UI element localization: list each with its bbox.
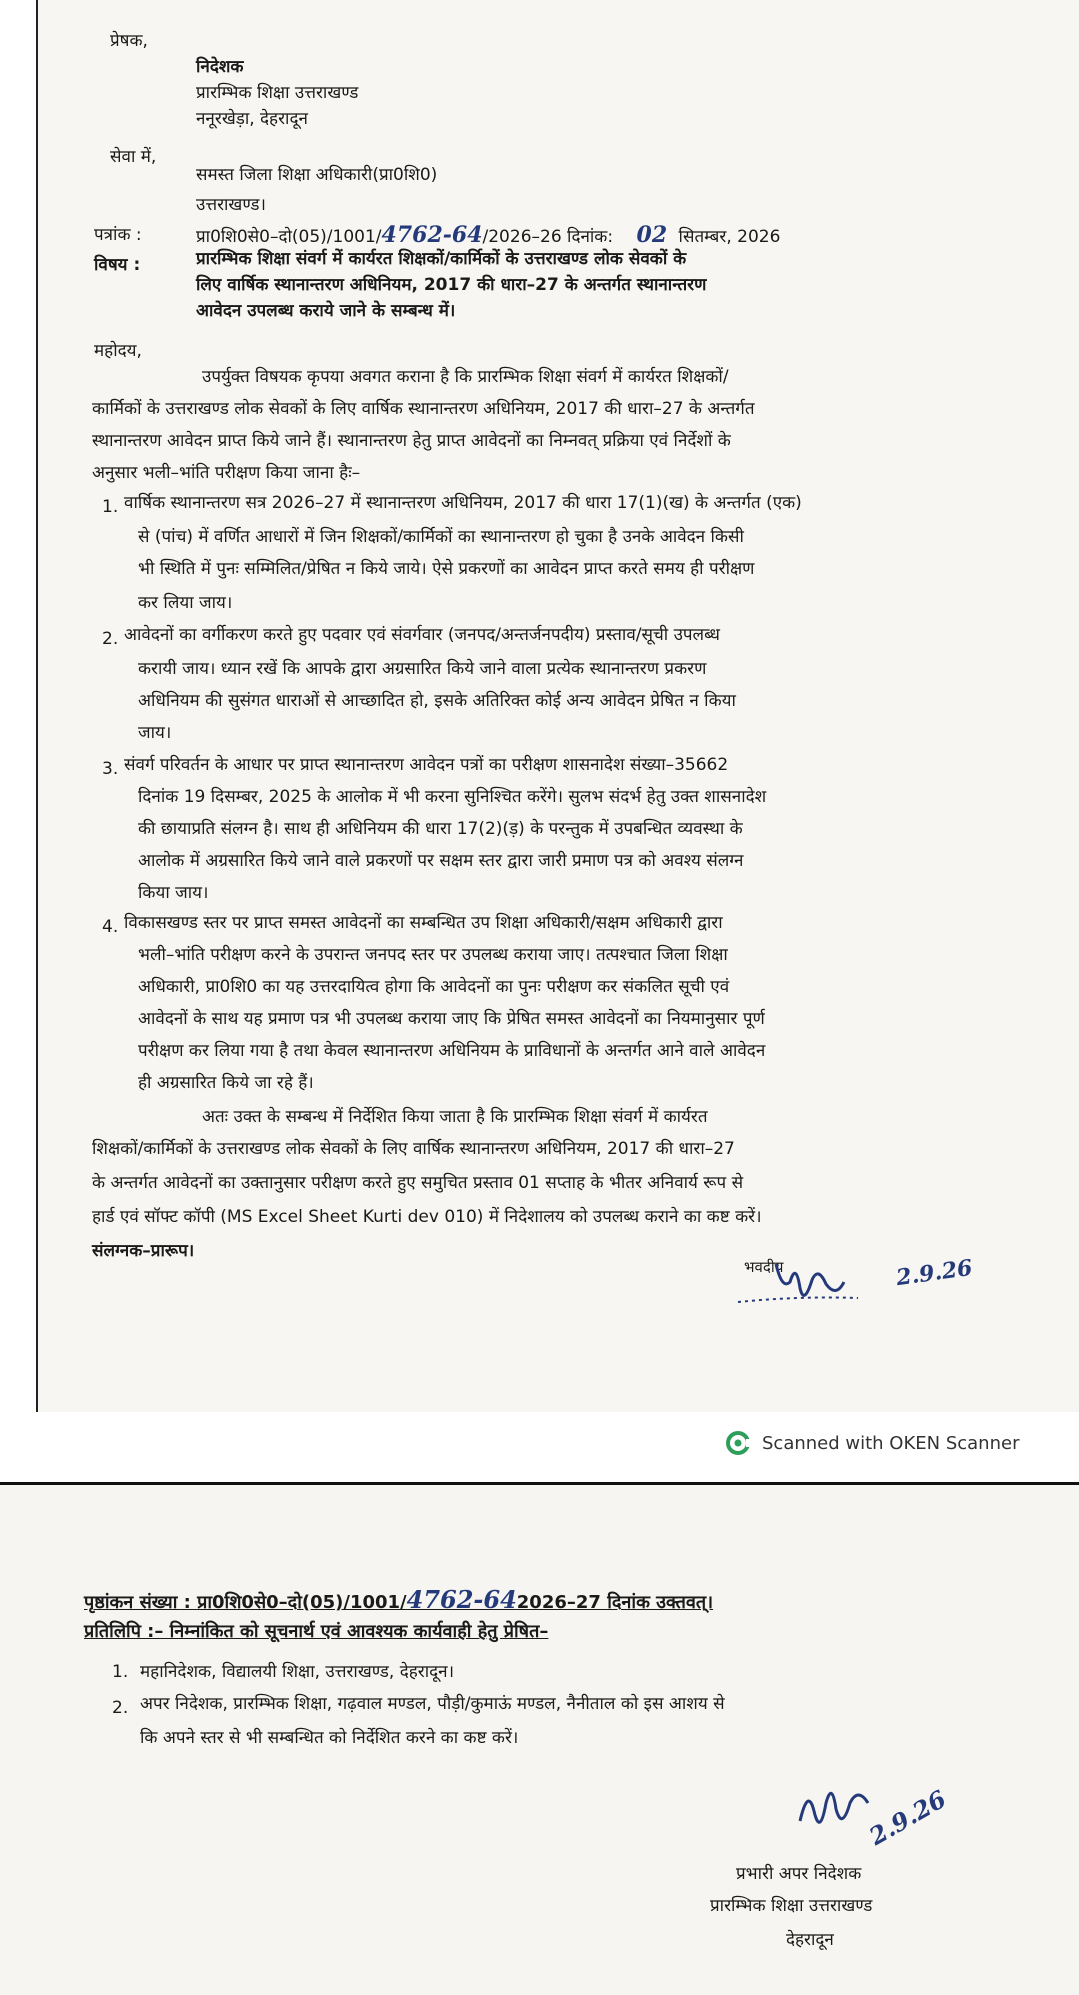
endorsement-line (84, 1585, 714, 1614)
endorsement-handwritten: 4762-64 (406, 1585, 517, 1614)
sender-line-2: प्रारम्भिक शिक्षा उत्तराखण्ड (196, 83, 359, 103)
page2-signature-date-handwritten: 2.9.26 (864, 1784, 951, 1852)
copy-1-number: 1. (112, 1662, 129, 1682)
sender-line-1: निदेशक (196, 57, 244, 77)
endorsement-suffix: 2026–27 दिनांक उक्तवत्। (516, 1592, 714, 1613)
to-line-2: उत्तराखण्ड। (196, 195, 266, 215)
point-3-line-5: किया जाय। (138, 883, 209, 903)
point-1-line-2: से (पांच) में वर्णित आधारों में जिन शिक्षकों/कार्मिकों का स्थानान्तरण हो चुका है उनके आवेदन किसी (138, 527, 744, 547)
intro-line-3: स्थानान्तरण आवेदन प्राप्त किये जाने हैं। स्थानान्तरण हेतु प्राप्त आवेदनों का निम्नवत् प्रक्रिया एवं निर्देशों के (92, 431, 731, 451)
point-4-line-3: अधिकारी, प्रा0शि0 का यह उत्तरदायित्व होगा कि आवेदनों का पुनः परीक्षण कर संकलित सूची एवं (138, 977, 730, 997)
point-1-number: 1. (102, 497, 119, 517)
point-1-line-4: कर लिया जाय। (138, 593, 233, 613)
point-4-line-6: ही अग्रसारित किये जा रहे हैं। (138, 1073, 314, 1093)
signatory-line-2: प्रारम्भिक शिक्षा उत्तराखण्ड (710, 1896, 873, 1916)
ref-handwritten: 4762-64 (381, 222, 483, 248)
copy-2-line-2: कि अपने स्तर से भी सम्बन्धित को निर्देशित करने का कष्ट करें। (140, 1728, 519, 1748)
subject-line-2: लिए वार्षिक स्थानान्तरण अधिनियम, 2017 की धारा–27 के अन्तर्गत स्थानान्तरण (196, 275, 707, 295)
signatory-line-1: प्रभारी अपर निदेशक (736, 1864, 862, 1884)
scanner-watermark (726, 1430, 1019, 1456)
ref-date: सितम्बर, 2026 (678, 227, 781, 247)
copy-2-line-1: अपर निदेशक, प्रारम्भिक शिक्षा, गढ़वाल मण्डल, पौड़ी/कुमाऊं मण्डल, नैनीताल को इस आशय से (140, 1694, 725, 1714)
letter-page-2 (0, 1482, 1079, 1995)
copy-line: प्रतिलिपि :– निम्नांकित को सूचनार्थ एवं आवश्यक कार्यवाही हेतु प्रेषित– (84, 1621, 549, 1642)
point-4-number: 4. (102, 917, 119, 937)
ref-label: पत्रांक : (94, 225, 142, 245)
intro-line-2: कार्मिकों के उत्तराखण्ड लोक सेवकों के लिए वार्षिक स्थानान्तरण अधिनियम, 2017 की धारा–27 के अन्तर्गत (92, 399, 755, 419)
point-3-line-2: दिनांक 19 दिसम्बर, 2025 के आलोक में भी करना सुनिश्चित करेंगे। सुलभ संदर्भ हेतु उक्त शासनादेश (138, 787, 767, 807)
ref-number (196, 224, 780, 248)
copy-1-line-1: महानिदेशक, विद्यालयी शिक्षा, उत्तराखण्ड, देहरादून। (140, 1662, 455, 1682)
ref-date-handwritten: 02 (636, 222, 668, 248)
point-2-line-2: करायी जाय। ध्यान रखें कि आपके द्वारा अग्रसारित किये जाने वाला प्रत्येक स्थानान्तरण प्रकरण (138, 659, 707, 679)
copy-2-number: 2. (112, 1698, 129, 1718)
point-4-line-5: परीक्षण कर लिया गया है तथा केवल स्थानान्तरण अधिनियम के प्राविधानों के अन्तर्गत आने वाले आवेदन (138, 1041, 766, 1061)
closing-line-2: शिक्षकों/कार्मिकों के उत्तराखण्ड लोक सेवकों के लिए वार्षिक स्थानान्तरण अधिनियम, 2017 की धारा–27 (92, 1139, 735, 1159)
point-4-line-2: भली–भांति परीक्षण करने के उपरान्त जनपद स्तर पर उपलब्ध कराया जाए। तत्पश्चात जिला शिक्षा (138, 945, 728, 965)
point-2-line-3: अधिनियम की सुसंगत धाराओं से आच्छादित हो, इसके अतिरिक्त कोई अन्य आवेदन प्रेषित न किया (138, 691, 736, 711)
point-2-number: 2. (102, 629, 119, 649)
intro-line-4: अनुसार भली–भांति परीक्षण किया जाना हैः– (92, 463, 361, 483)
point-4-line-1: विकासखण्ड स्तर पर प्राप्त समस्त आवेदनों का सम्बन्धित उप शिक्षा अधिकारी/सक्षम अधिकारी द्वारा (124, 913, 723, 933)
endorsement-prefix: पृष्ठांकन संख्या : प्रा0शि0से0–दो(05)/1001/ (84, 1592, 407, 1613)
point-3-line-4: आलोक में अग्रसारित किये जाने वाले प्रकरणों पर सक्षम स्तर द्वारा जारी प्रमाण पत्र को अवश्य संलग्न (138, 851, 744, 871)
closing-line-1: अतः उक्त के सम्बन्ध में निर्देशित किया जाता है कि प्रारम्भिक शिक्षा संवर्ग में कार्यरत (202, 1107, 708, 1127)
closing-line-4: हार्ड एवं सॉफ्ट कॉपी (MS Excel Sheet Kurti dev 010) में निदेशालय को उपलब्ध कराने का कष्ट करें। (92, 1207, 762, 1227)
subject-line-3: आवेदन उपलब्ध कराये जाने के सम्बन्ध में। (196, 301, 456, 321)
subject-line-1: प्रारम्भिक शिक्षा संवर्ग में कार्यरत शिक्षकों/कार्मिकों के उत्तराखण्ड लोक सेवकों के (196, 249, 687, 269)
closing-line-3: के अन्तर्गत आवेदनों का उक्तानुसार परीक्षण करते हुए समुचित प्रस्ताव 01 सप्ताह के भीतर अनिवार्य रूप से (92, 1173, 744, 1193)
sender-label: प्रेषक, (110, 31, 148, 51)
salutation: महोदय, (94, 341, 142, 361)
point-4-line-4: आवेदनों के साथ यह प्रमाण पत्र भी उपलब्ध कराया जाए कि प्रेषित समस्त आवेदनों का नियमानुसार पूर्ण (138, 1009, 765, 1029)
to-line-1: समस्त जिला शिक्षा अधिकारी(प्रा0शि0) (196, 165, 438, 185)
sender-line-3: ननूरखेड़ा, देहरादून (196, 109, 308, 129)
ref-suffix: /2026–26 दिनांक: (482, 227, 614, 247)
subject-label: विषय : (94, 255, 141, 275)
point-1-line-3: भी स्थिति में पुनः सम्मिलित/प्रेषित न किये जाये। ऐसे प्रकरणों का आवेदन प्राप्त करते समय ही परीक्षण (138, 559, 755, 579)
intro-line-1: उपर्युक्त विषयक कृपया अवगत कराना है कि प्रारम्भिक शिक्षा संवर्ग में कार्यरत शिक्षकों/ (202, 367, 729, 387)
scanner-label: Scanned with OKEN Scanner (762, 1432, 1020, 1454)
point-2-line-4: जाय। (138, 723, 172, 743)
signoff: भवदीय (744, 1258, 784, 1276)
point-1-line-1: वार्षिक स्थानान्तरण सत्र 2026–27 में स्थानान्तरण अधिनियम, 2017 की धारा 17(1)(ख) के अन्तर्गत (एक) (124, 493, 802, 513)
point-3-number: 3. (102, 759, 119, 779)
signatory-line-3: देहरादून (786, 1930, 834, 1950)
oken-scanner-icon (726, 1430, 752, 1456)
to-label: सेवा में, (110, 147, 157, 167)
letter-page-1 (36, 0, 1079, 1412)
enclosure-note: संलग्नक–प्रारूप। (92, 1241, 195, 1261)
point-3-line-1: संवर्ग परिवर्तन के आधार पर प्राप्त स्थानान्तरण आवेदन पत्रों का परीक्षण शासनादेश संख्या–35662 (124, 755, 729, 775)
ref-prefix: प्रा0शि0से0–दो(05)/1001/ (196, 227, 382, 247)
point-3-line-3: की छायाप्रति संलग्न है। साथ ही अधिनियम की धारा 17(2)(ड़) के परन्तुक में उपबन्धित व्यवस्था के (138, 819, 743, 839)
signature-date-handwritten: 2.9.26 (894, 1254, 974, 1292)
point-2-line-1: आवेदनों का वर्गीकरण करते हुए पदवार एवं संवर्गवार (जनपद/अन्तर्जनपदीय) प्रस्ताव/सूची उपलब्ध (124, 625, 720, 645)
